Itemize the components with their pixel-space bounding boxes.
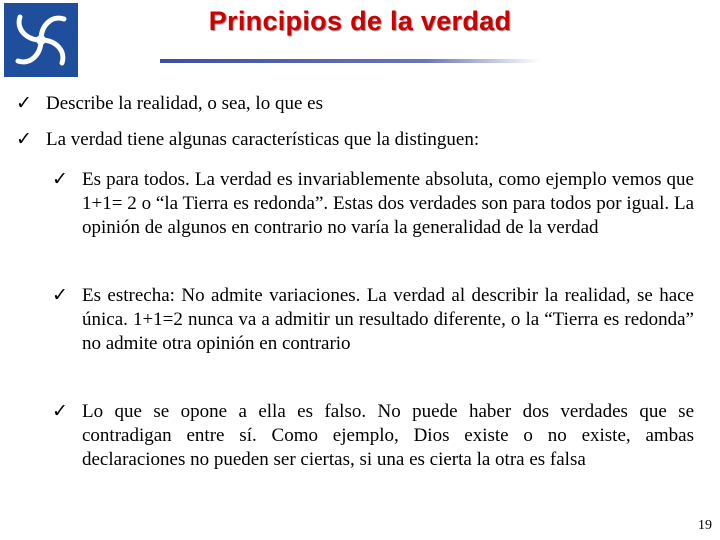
- bullet-text: Describe la realidad, o sea, lo que es: [46, 93, 323, 114]
- check-icon: ✓: [16, 129, 32, 150]
- check-icon: ✓: [16, 93, 32, 114]
- check-icon: ✓: [52, 285, 68, 306]
- subbullet-text: Es para todos. La verdad es invariablemente absoluta, como ejemplo vemos que 1+1= 2 o “la Tierra es redonda”. Estas dos verdades son para todos por igual. La opinión de algunos en contrario no varía la generalidad de la verdad: [82, 169, 694, 238]
- subbullet-item: [52, 400, 694, 472]
- subbullet-text: Lo que se opone a ella es falso. No puede haber dos verdades que se contradigan entre sí. Como ejemplo, Dios existe o no existe, ambas declaraciones no pueden ser ciertas, si una es cierta la otra es falsa: [82, 401, 694, 470]
- slide-title: Principios de la verdad: [208, 6, 512, 36]
- check-icon: ✓: [52, 169, 68, 190]
- check-icon: ✓: [52, 401, 68, 422]
- subbullet-item: [52, 168, 694, 240]
- subbullet-item: [52, 284, 694, 356]
- bullet-text: La verdad tiene algunas características que la distinguen:: [46, 129, 480, 150]
- institution-logo-icon: [4, 3, 78, 77]
- subbullet-text: Es estrecha: No admite variaciones. La verdad al describir la realidad, se hace única. 1+1=2 nunca va a admitir un resultado diferente, o la “Tierra es redonda” no admite otra opinión en contrario: [82, 285, 694, 354]
- title-underline: [160, 58, 540, 64]
- page-number: 19: [698, 518, 712, 533]
